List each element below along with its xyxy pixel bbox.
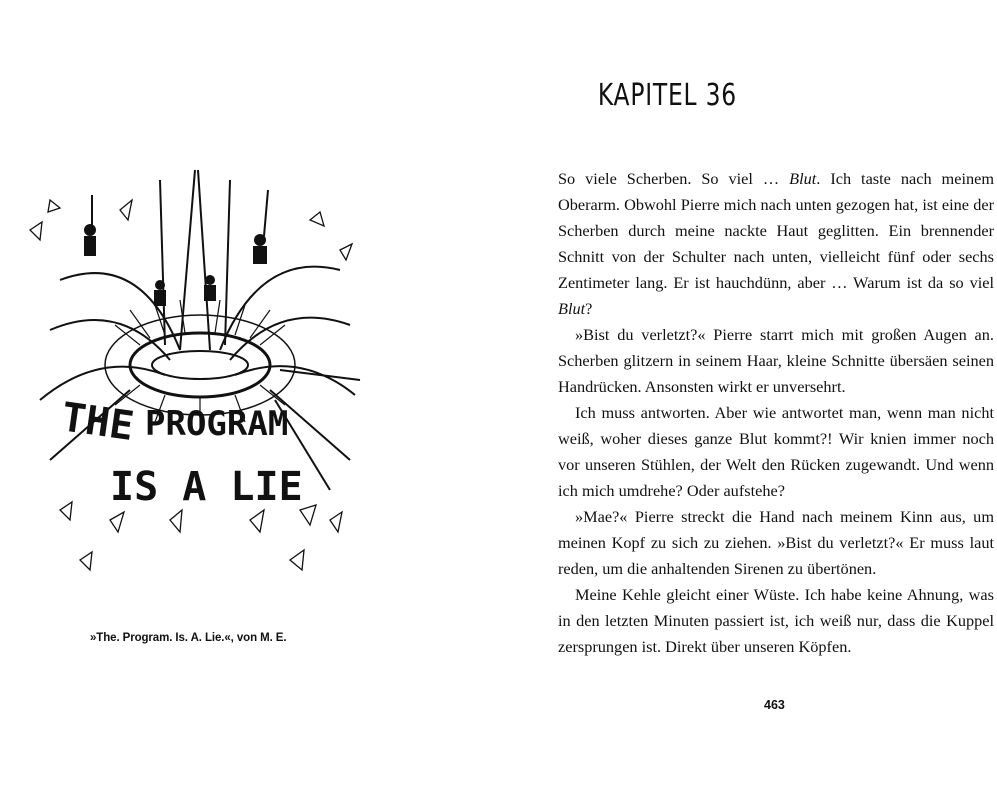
illustration-caption: »The. Program. Is. A. Lie.«, von M. E. — [90, 632, 287, 644]
paragraph-3: Ich muss antworten. Aber wie antwortet man, wenn man nicht weiß, woher dieses ganze Blut kommt?! Wir knien immer noch vor unseren Stühlen, der Welt den Rücken zugewandt. Und wenn ich mich umdrehe? Oder aufstehe? — [558, 403, 994, 500]
paragraph-1: So viele Scherben. So viel … Blut. Ich taste nach meinem Oberarm. Obwohl Pierre mich nach unten gezogen hat, ist eine der Scherben durch meine nackte Haut geglitten. Ein brennender Schnitt von der Schulter nach unten, vielleicht fünf oder sechs Zentimeter lang. Er ist hauchdünn, aber … Warum ist da so viel Blut? — [558, 169, 994, 318]
paragraph-5: Meine Kehle gleicht einer Wüste. Ich habe keine Ahnung, was in den letzten Minuten passiert ist, ich weiß nur, dass die Kuppel zersprungen ist. Direkt über unseren Köpfen. — [558, 585, 994, 656]
chapter-body — [558, 166, 994, 660]
page-number: 463 — [764, 698, 785, 712]
paragraph-4: »Mae?« Pierre streckt die Hand nach meinem Kinn aus, um meinen Kopf zu sich zu ziehen. »Bist du verletzt?« Er muss laut reden, um die anhaltenden Sirenen zu übertönen. — [558, 507, 994, 578]
right-page — [498, 0, 997, 797]
svg-text:IS A LIE: IS A LIE — [110, 464, 303, 510]
left-page — [0, 0, 498, 797]
svg-text:THE: THE — [58, 394, 137, 450]
paragraph-2: »Bist du verletzt?« Pierre starrt mich mit großen Augen an. Scherben glitzern in seinem Haar, kleine Schnitte übersäen seinen Handrücken. Ansonsten wirkt er unversehrt. — [558, 325, 994, 396]
svg-text:PROGRAM: PROGRAM — [145, 404, 289, 444]
dome-illustration — [20, 160, 370, 600]
chapter-title: KAPITEL 36 — [597, 78, 737, 113]
